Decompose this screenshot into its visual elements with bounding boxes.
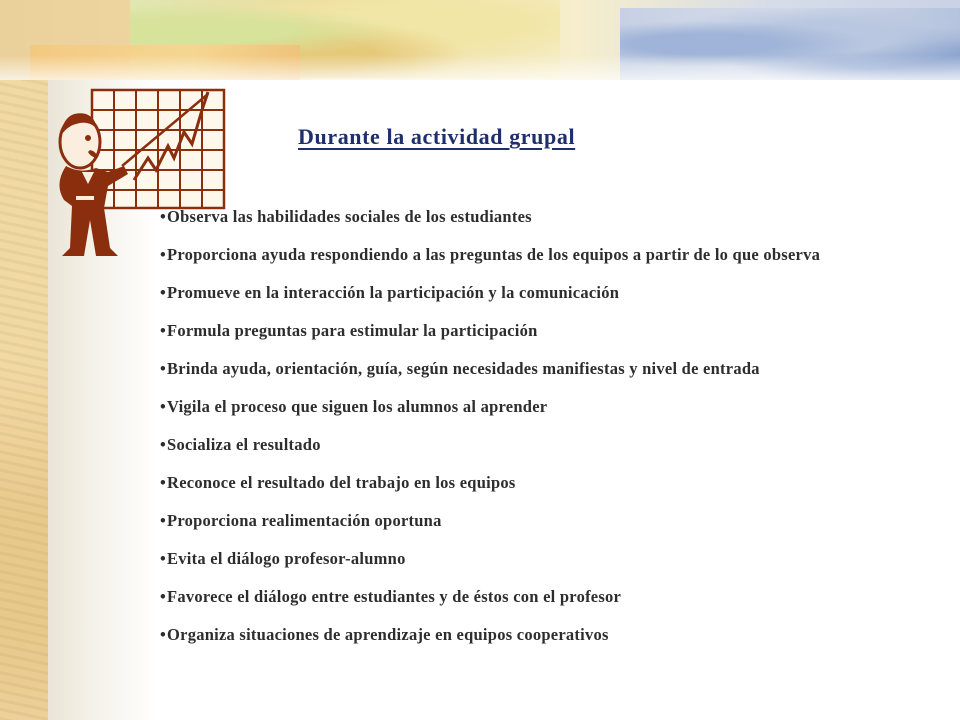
list-item (160, 548, 920, 569)
bullet-dot: • (160, 207, 167, 226)
left-parchment-strip (0, 0, 48, 720)
list-item-text: Socializa el resultado (167, 435, 321, 454)
list-item (160, 434, 920, 455)
bullet-dot: • (160, 511, 167, 530)
list-item-text: Observa las habilidades sociales de los estudiantes (167, 207, 532, 226)
list-item-text: Promueve en la interacción la participación y la comunicación (167, 283, 620, 302)
bullet-dot: • (160, 473, 167, 492)
list-item (160, 396, 920, 417)
list-item (160, 358, 920, 379)
list-item-text: Formula preguntas para estimular la participación (167, 321, 538, 340)
list-item (160, 206, 920, 227)
list-item-text: Reconoce el resultado del trabajo en los equipos (167, 473, 516, 492)
slide-title: Durante la actividad grupal (298, 124, 576, 149)
bullet-dot: • (160, 359, 167, 378)
list-item (160, 282, 920, 303)
banner-fade (0, 55, 960, 80)
bullet-dot: • (160, 435, 167, 454)
bullet-dot: • (160, 321, 167, 340)
list-item (160, 624, 920, 645)
list-item (160, 586, 920, 607)
list-item-text: Evita el diálogo profesor-alumno (167, 549, 406, 568)
list-item (160, 510, 920, 531)
list-item-text: Proporciona ayuda respondiendo a las preguntas de los equipos a partir de lo que observa (167, 245, 821, 264)
list-item-text: Favorece el diálogo entre estudiantes y de éstos con el profesor (167, 587, 622, 606)
list-item-text: Vigila el proceso que siguen los alumnos al aprender (167, 397, 548, 416)
bullet-dot: • (160, 625, 167, 644)
list-item-text: Brinda ayuda, orientación, guía, según necesidades manifiestas y nivel de entrada (167, 359, 760, 378)
list-item (160, 320, 920, 341)
bullet-dot: • (160, 549, 167, 568)
bullet-dot: • (160, 587, 167, 606)
list-item (160, 472, 920, 493)
list-item (160, 244, 920, 265)
bullet-dot: • (160, 245, 167, 264)
bullet-dot: • (160, 397, 167, 416)
top-decorative-banner (0, 0, 960, 80)
bullet-list (160, 206, 920, 662)
bullet-dot: • (160, 283, 167, 302)
list-item-text: Proporciona realimentación oportuna (167, 511, 442, 530)
list-item-text: Organiza situaciones de aprendizaje en equipos cooperativos (167, 625, 609, 644)
